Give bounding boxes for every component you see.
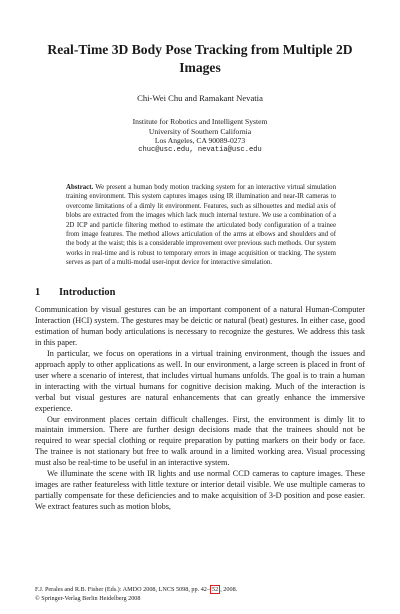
- body-text: [35, 305, 365, 513]
- author-list: Chi-Wei Chu and Ramakant Nevatia: [137, 93, 263, 103]
- section-heading: [35, 287, 115, 298]
- section-title: Introduction: [59, 287, 116, 298]
- citation-suffix: , 2008.: [220, 586, 238, 593]
- page-footnote: [35, 586, 365, 603]
- section-number: 1: [35, 287, 41, 298]
- affiliation-line: Institute for Robotics and Intelligent System: [132, 117, 268, 126]
- paragraph: We illuminate the scene with IR lights and use normal CCD cameras to capture images. These images are rather featureless with little texture or interior detail visible. We use multiple cameras to partially compensate for these deficiencies and to make acquisition of 3-D position and pose easier. We extract features such as motion blobs,: [35, 469, 365, 512]
- abstract-text: We present a human body motion tracking system for an interactive virtual simulation training environment. This system captures images using IR illumination and near-IR cameras to overcome limitations of a dimly lit environment. Features, such as silhouettes and medial axis of blobs are extracted from the images which lack much internal texture. We use a combination of a 2D ICP and particle filtering method to estimate the articulated body configuration of a trainee from image features. The method allows articulation of the arms at elbows and shoulders and of the body at the waist; this is a considerable improvement over previous such methods. Our system works in real-time and is robust to temporary errors in image acquisition or tracking. The system serves as part of a multi-modal user-input device for interactive simulation.: [66, 184, 336, 267]
- title-line: Real-Time 3D Body Pose Tracking from Multiple 2D: [47, 42, 353, 57]
- affiliation-line: Los Angeles, CA 90089-0273: [154, 136, 246, 146]
- affiliation-line: University of Southern California: [148, 126, 252, 136]
- title-line: Images: [179, 60, 221, 75]
- citation-line: [35, 586, 365, 595]
- abstract-label: Abstract.: [66, 184, 94, 191]
- abstract: [66, 183, 336, 268]
- page-link[interactable]: 52: [212, 586, 219, 593]
- paper-title: [40, 41, 360, 77]
- paragraph: Communication by visual gestures can be an important component of a natural Human-Computer Interaction (HCI) system. The gestures may be deictic or natural (beat) gestures. In either case, good estimation of human body articulations is necessary to recognize the gestures. We address this task in this paper.: [35, 305, 365, 347]
- paragraph: Our environment places certain difficult challenges. First, the environment is dimly lit to maintain immersion. There are further design decisions made that the trainees should not be required to wear special clothing or require preparation by putting markers on their body or face. The trainee is not stationary but free to walk around in a limited working area. Visual processing must also be real-time to be useful in an interactive system.: [35, 414, 365, 468]
- citation-prefix: F.J. Perales and R.B. Fisher (Eds.): AMDO 2008, LNCS 5098, pp. 42–: [35, 586, 210, 593]
- affiliation-block: [40, 117, 360, 155]
- paragraph: In particular, we focus on operations in a virtual training environment, though the issues and approach apply to other applications as well. In our environment, a large screen is placed in front of user where a scenario of interest, that includes virtual humans unfolds. The goal is to train a human in interacting with the virtual humans for cognitive decision making. Much of the interaction is verbal but visual gestures are natural enhancements that can greatly enhance the immersive experience.: [35, 348, 365, 413]
- author-emails: chuc@usc.edu, nevatia@usc.edu: [138, 145, 262, 154]
- copyright-line: © Springer-Verlag Berlin Heidelberg 2008: [35, 594, 141, 602]
